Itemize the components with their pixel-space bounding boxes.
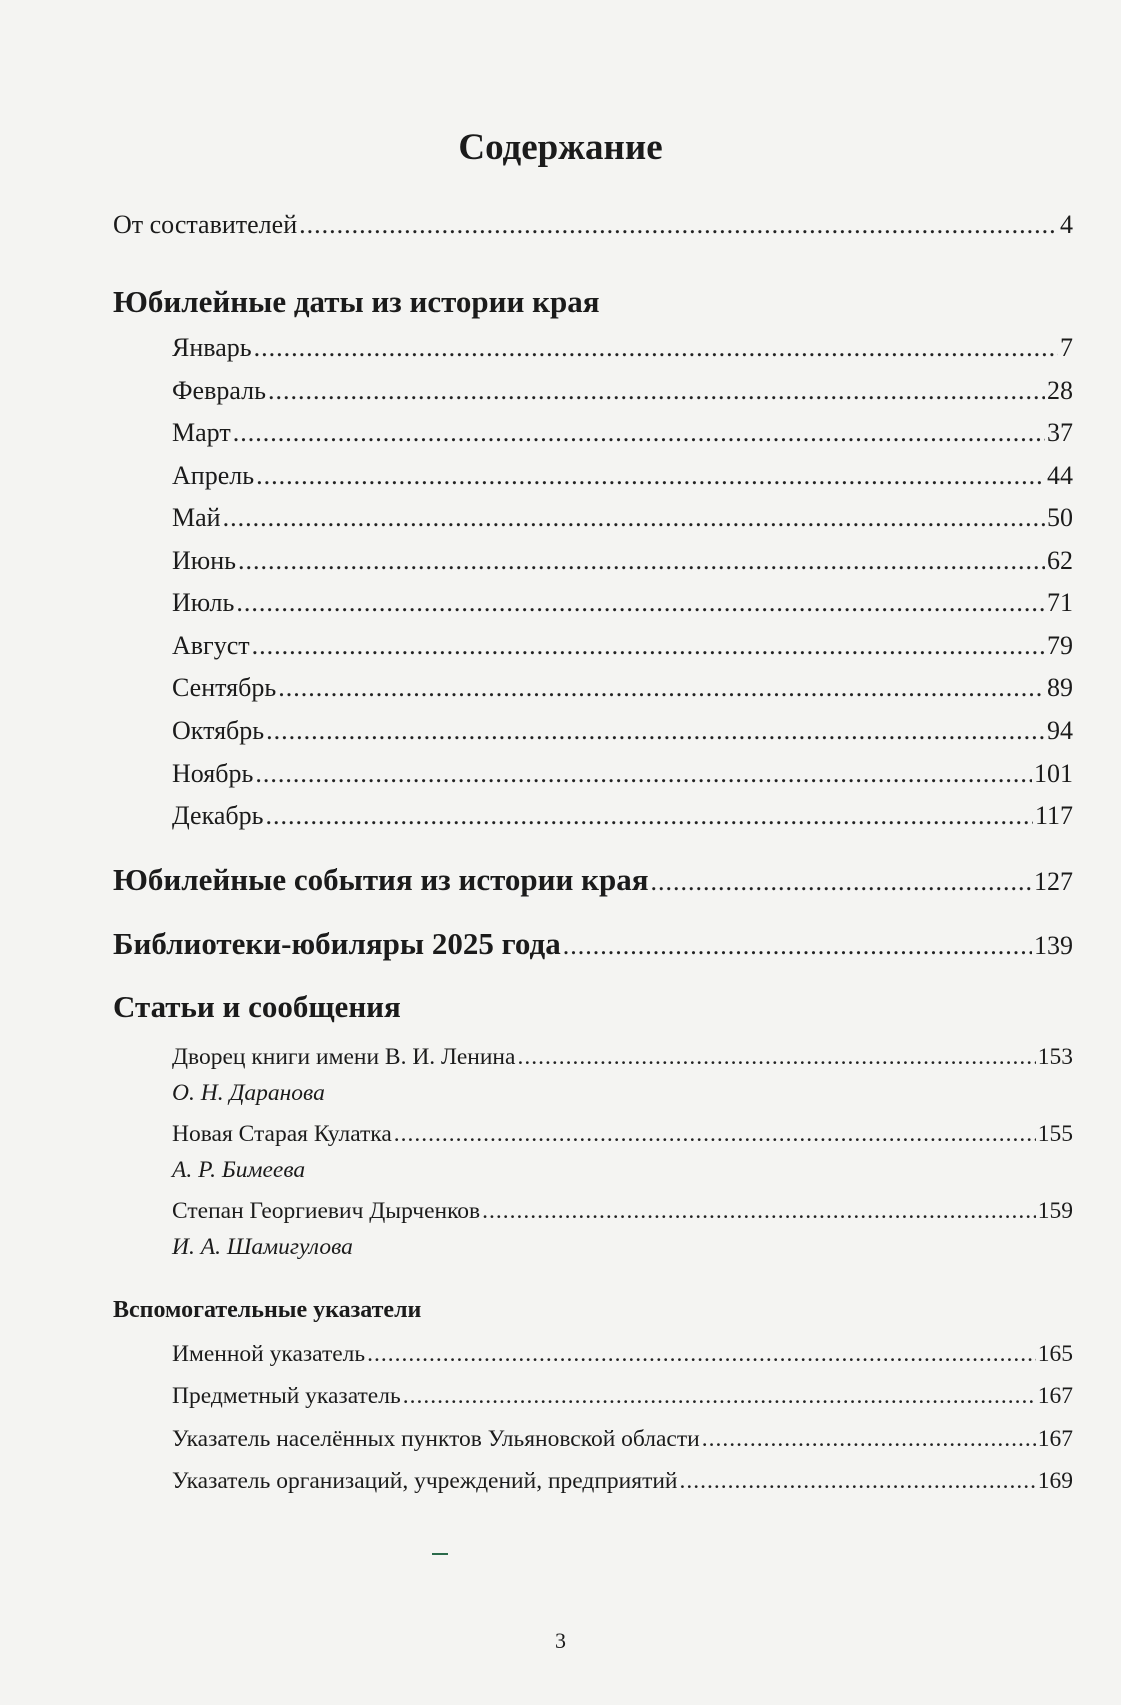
toc-entry-label: Январь	[172, 333, 252, 362]
section-heading-articles	[113, 989, 401, 1025]
decorative-mark	[432, 1553, 448, 1555]
toc-entry-label: Июль	[172, 588, 235, 617]
toc-entry-month	[172, 333, 1073, 363]
toc-entry-page: 94	[1047, 716, 1073, 745]
toc-entry-label: Февраль	[172, 376, 266, 405]
toc-entry-label: Новая Старая Кулатка	[172, 1121, 392, 1147]
toc-entry-label: Указатель населённых пунктов Ульяновской области	[172, 1426, 700, 1452]
toc-entry-label: Ноябрь	[172, 759, 254, 788]
toc-entry-month	[172, 759, 1073, 789]
toc-entry-page: 165	[1037, 1341, 1073, 1367]
dot-leader	[482, 1198, 1036, 1225]
toc-entry-page: 153	[1037, 1044, 1073, 1070]
toc-entry-page: 155	[1037, 1121, 1073, 1147]
dot-leader	[265, 801, 1032, 831]
toc-entry-label: От составителей	[113, 210, 298, 239]
dot-leader	[252, 631, 1045, 661]
dot-leader	[299, 210, 1058, 240]
dot-leader	[238, 546, 1045, 576]
toc-entry-label: Июнь	[172, 546, 236, 575]
toc-entry-label: Октябрь	[172, 716, 265, 745]
toc-entry-index	[172, 1341, 1073, 1368]
article-author: А. Р. Бимеева	[172, 1157, 306, 1183]
dot-leader	[702, 1426, 1036, 1453]
toc-entry-page: 28	[1047, 376, 1073, 405]
dot-leader	[256, 461, 1045, 491]
toc-entry-index	[172, 1383, 1073, 1410]
toc-entry-page: 62	[1047, 546, 1073, 575]
dot-leader	[651, 867, 1032, 897]
toc-entry-page: 159	[1037, 1198, 1073, 1224]
article-author: О. Н. Даранова	[172, 1080, 325, 1106]
article-author: И. А. Шамигулова	[172, 1234, 353, 1260]
toc-entry-page: 101	[1034, 759, 1073, 788]
dot-leader	[563, 931, 1032, 961]
toc-entry-month	[172, 461, 1073, 491]
toc-entry-page: 71	[1047, 588, 1073, 617]
dot-leader	[268, 376, 1045, 406]
toc-entry-index	[172, 1426, 1073, 1453]
toc-entry-page: 89	[1047, 673, 1073, 702]
dot-leader	[233, 418, 1045, 448]
toc-entry-label: Дворец книги имени В. И. Ленина	[172, 1044, 516, 1070]
toc-entry-month	[172, 588, 1073, 618]
toc-entry-label: Указатель организаций, учреждений, предприятий	[172, 1468, 678, 1494]
toc-entry-intro	[113, 210, 1073, 240]
toc-entry-label: Предметный указатель	[172, 1383, 401, 1409]
toc-entry-month	[172, 546, 1073, 576]
toc-entry-month	[172, 503, 1073, 533]
toc-entry-page: 37	[1047, 418, 1073, 447]
dot-leader	[367, 1341, 1036, 1368]
toc-entry-page: 7	[1060, 333, 1073, 362]
toc-entry-month	[172, 673, 1073, 703]
section-heading-indexes	[113, 1297, 421, 1324]
toc-entry-jubilee-events	[113, 862, 1073, 898]
toc-entry-label: Декабрь	[172, 801, 264, 830]
toc-entry-article	[172, 1044, 1073, 1071]
toc-entry-label: Юбилейные события из истории края	[113, 862, 649, 897]
section-heading-label: Вспомогательные указатели	[113, 1297, 422, 1323]
toc-entry-label: Март	[172, 418, 231, 447]
dot-leader	[680, 1468, 1036, 1495]
dot-leader	[266, 716, 1045, 746]
toc-entry-label: Сентябрь	[172, 673, 277, 702]
toc-entry-page: 44	[1047, 461, 1073, 490]
toc-entry-page: 167	[1037, 1383, 1073, 1409]
toc-entry-month	[172, 631, 1073, 661]
toc-entry-month	[172, 801, 1073, 831]
toc-entry-page: 4	[1060, 210, 1073, 239]
page-number: 3	[555, 1628, 566, 1653]
toc-entry-page: 139	[1034, 931, 1073, 960]
page-title: Содержание	[458, 127, 663, 168]
toc-entry-index	[172, 1468, 1073, 1495]
dot-leader	[236, 588, 1045, 618]
section-heading-label: Статьи и сообщения	[113, 989, 401, 1024]
toc-entry-article	[172, 1198, 1073, 1225]
toc-entry-page: 167	[1037, 1426, 1073, 1452]
toc-entry-label: Апрель	[172, 461, 255, 490]
toc-entry-page: 127	[1034, 867, 1073, 896]
dot-leader	[255, 759, 1032, 789]
toc-entry-libraries	[113, 926, 1073, 962]
toc-entry-label: Май	[172, 503, 221, 532]
toc-entry-label: Библиотеки-юбиляры 2025 года	[113, 926, 561, 961]
section-heading-label: Юбилейные даты из истории края	[113, 284, 600, 319]
toc-entry-label: Именной указатель	[172, 1341, 366, 1367]
dot-leader	[254, 333, 1058, 363]
toc-entry-month	[172, 376, 1073, 406]
dot-leader	[403, 1383, 1036, 1410]
toc-entry-label: Август	[172, 631, 250, 660]
dot-leader	[278, 673, 1045, 703]
toc-entry-month	[172, 716, 1073, 746]
section-heading-jubilee-dates	[113, 284, 600, 320]
toc-entry-article	[172, 1121, 1073, 1148]
toc-entry-page: 50	[1047, 503, 1073, 532]
toc-entry-month	[172, 418, 1073, 448]
dot-leader	[517, 1044, 1035, 1071]
toc-entry-page: 117	[1034, 801, 1073, 830]
toc-entry-page: 169	[1037, 1468, 1073, 1494]
toc-entry-page: 79	[1047, 631, 1073, 660]
dot-leader	[223, 503, 1045, 533]
dot-leader	[394, 1121, 1036, 1148]
toc-entry-label: Степан Георгиевич Дырченков	[172, 1198, 481, 1224]
